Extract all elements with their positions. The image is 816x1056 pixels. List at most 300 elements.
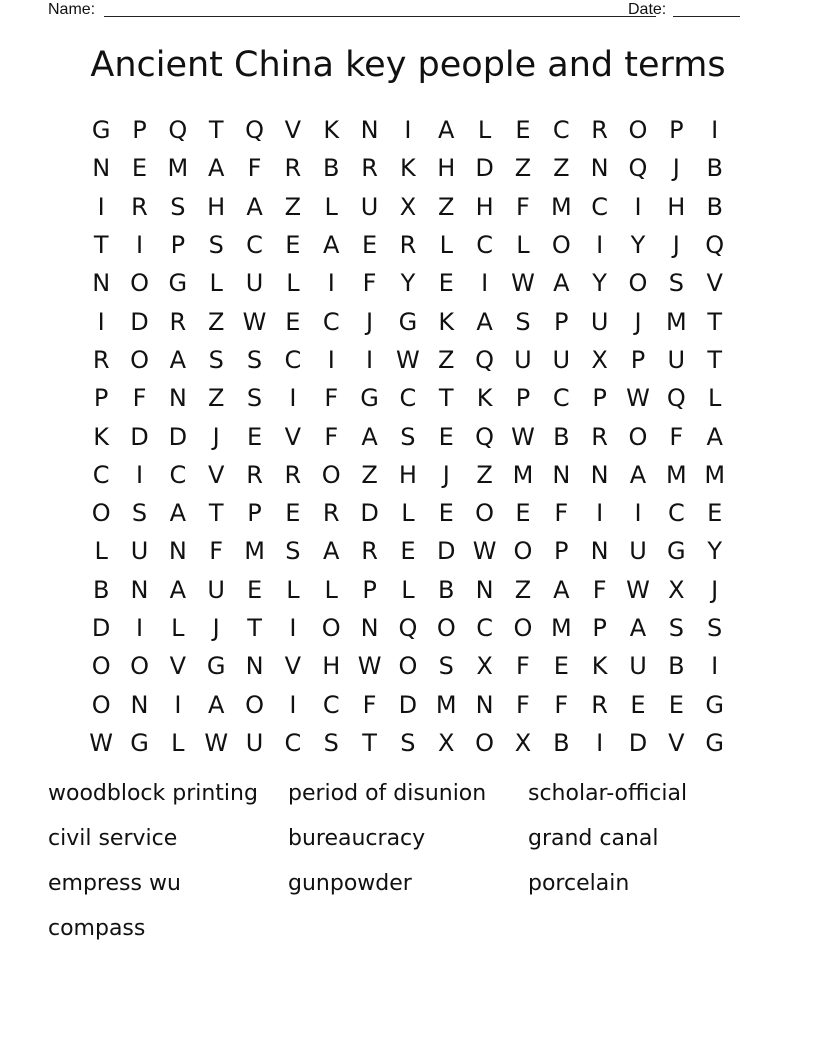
grid-cell: C xyxy=(92,460,110,489)
grid-cell: J xyxy=(366,307,374,336)
grid-cell: F xyxy=(669,422,684,451)
grid-cell: O xyxy=(436,614,456,642)
grid-cell: L xyxy=(209,269,223,298)
grid-cell: V xyxy=(207,460,225,489)
grid-cell: A xyxy=(553,575,570,604)
grid-cell: Q xyxy=(475,422,495,451)
grid-row xyxy=(82,149,734,187)
grid-cell: I xyxy=(135,614,144,642)
grid-cell: X xyxy=(438,728,455,757)
grid-cell: A xyxy=(629,614,647,642)
grid-cell: Z xyxy=(284,192,302,221)
grid-cell: S xyxy=(208,231,224,260)
grid-cell: I xyxy=(596,231,604,260)
grid-cell: E xyxy=(553,652,569,681)
grid-cell: A xyxy=(207,690,225,719)
grid-cell: C xyxy=(667,499,685,528)
date-label: Date: xyxy=(628,1,667,18)
grid-cell: Q xyxy=(475,345,495,374)
grid-cell: C xyxy=(284,728,302,757)
grid-cell: D xyxy=(130,422,149,451)
grid-cell: R xyxy=(92,345,110,374)
grid-row xyxy=(82,302,734,340)
word-list-item: empress wu xyxy=(48,871,181,896)
grid-cell: X xyxy=(399,192,417,221)
grid-row xyxy=(82,685,734,723)
grid-cell: F xyxy=(516,192,530,221)
grid-cell: I xyxy=(404,116,412,145)
grid-cell: I xyxy=(596,499,604,528)
grid-cell: N xyxy=(130,690,149,719)
word-list-item: period of disunion xyxy=(288,781,487,806)
grid-cell: R xyxy=(361,154,378,183)
word-list-item: compass xyxy=(48,916,146,941)
grid-cell: F xyxy=(554,690,569,719)
grid-cell: O xyxy=(513,614,533,642)
grid-cell: K xyxy=(400,154,416,183)
grid-cell: E xyxy=(246,422,263,451)
grid-row xyxy=(82,647,734,685)
grid-cell: A xyxy=(553,269,570,298)
grid-cell: O xyxy=(551,231,571,260)
grid-cell: T xyxy=(362,728,377,757)
grid-cell: J xyxy=(212,422,220,451)
grid-cell: U xyxy=(552,345,571,374)
grid-cell: Y xyxy=(400,269,416,298)
grid-cell: K xyxy=(93,422,110,451)
grid-cell: U xyxy=(360,192,379,221)
grid-cell: O xyxy=(628,422,648,451)
grid-row xyxy=(82,226,734,264)
grid-cell: L xyxy=(286,575,300,604)
grid-cell: J xyxy=(672,154,680,183)
grid-cell: N xyxy=(168,384,187,413)
grid-cell: A xyxy=(169,499,187,528)
grid-cell: I xyxy=(289,614,297,642)
grid-cell: J xyxy=(711,575,719,604)
grid-cell: S xyxy=(170,192,186,221)
grid-cell: R xyxy=(591,422,608,451)
grid-cell: Z xyxy=(438,192,455,221)
grid-cell: W xyxy=(242,307,267,336)
grid-cell: S xyxy=(131,499,148,528)
grid-cell: P xyxy=(669,116,684,145)
grid-cell: V xyxy=(284,652,302,681)
grid-cell: C xyxy=(476,231,493,260)
grid-cell: W xyxy=(472,537,497,566)
grid-cell: D xyxy=(475,154,494,183)
grid-cell: Z xyxy=(438,345,455,374)
grid-cell: E xyxy=(438,422,454,451)
word-list-item: civil service xyxy=(48,826,178,851)
grid-cell: O xyxy=(130,269,149,298)
grid-cell: O xyxy=(475,728,495,757)
grid-cell: L xyxy=(324,575,338,604)
grid-cell: W xyxy=(626,384,650,413)
grid-cell: A xyxy=(706,422,723,451)
grid-cell: Z xyxy=(514,154,532,183)
grid-cell: I xyxy=(289,384,297,413)
grid-cell: E xyxy=(630,690,646,719)
grid-cell: R xyxy=(591,116,608,145)
grid-cell: B xyxy=(438,575,455,604)
grid-cell: C xyxy=(246,231,263,260)
grid-cell: X xyxy=(476,652,493,681)
grid-cell: R xyxy=(361,537,378,566)
grid-cell: D xyxy=(168,422,188,451)
grid-row xyxy=(82,494,734,532)
grid-cell: H xyxy=(437,154,456,183)
word-list xyxy=(48,776,768,956)
grid-cell: W xyxy=(357,652,382,681)
grid-cell: L xyxy=(516,231,530,260)
grid-cell: A xyxy=(169,575,187,604)
grid-cell: S xyxy=(515,307,531,336)
grid-cell: C xyxy=(169,460,187,489)
grid-cell: H xyxy=(475,192,494,221)
grid-cell: P xyxy=(630,345,646,374)
grid-cell: F xyxy=(516,690,530,719)
grid-cell: I xyxy=(327,345,335,374)
grid-cell: S xyxy=(285,537,301,566)
grid-cell: E xyxy=(246,575,263,604)
word-list-item: porcelain xyxy=(528,871,630,896)
grid-cell: O xyxy=(130,345,149,374)
grid-cell: S xyxy=(323,728,339,757)
grid-cell: I xyxy=(135,460,144,489)
grid-cell: N xyxy=(130,575,149,604)
grid-cell: N xyxy=(475,575,494,604)
grid-cell: Z xyxy=(361,460,378,489)
grid-cell: P xyxy=(170,231,186,260)
grid-cell: M xyxy=(435,690,457,719)
grid-cell: R xyxy=(131,192,148,221)
grid-cell: P xyxy=(362,575,377,604)
grid-cell: O xyxy=(321,460,341,489)
grid-cell: N xyxy=(92,154,111,183)
grid-cell: B xyxy=(668,652,685,681)
grid-row xyxy=(82,188,734,226)
grid-cell: N xyxy=(360,614,379,642)
grid-cell: S xyxy=(668,269,684,298)
grid-cell: G xyxy=(398,307,418,336)
grid-cell: A xyxy=(323,537,340,566)
grid-cell: T xyxy=(208,499,224,528)
grid-cell: O xyxy=(513,537,533,566)
grid-cell: D xyxy=(130,307,149,336)
grid-cell: C xyxy=(399,384,417,413)
grid-cell: S xyxy=(246,345,263,374)
grid-cell: W xyxy=(204,728,229,757)
grid-cell: B xyxy=(706,192,723,221)
grid-cell: I xyxy=(481,269,489,298)
grid-cell: T xyxy=(208,116,224,145)
grid-cell: U xyxy=(667,345,686,374)
grid-row xyxy=(82,417,734,455)
grid-cell: A xyxy=(323,231,340,260)
grid-cell: L xyxy=(401,575,415,604)
grid-cell: N xyxy=(552,460,571,489)
grid-cell: F xyxy=(362,690,377,719)
grid-cell: X xyxy=(514,728,532,757)
grid-cell: A xyxy=(207,154,225,183)
grid-cell: E xyxy=(515,499,531,528)
grid-row xyxy=(82,456,734,494)
word-list-item: bureaucracy xyxy=(288,826,426,851)
grid-cell: L xyxy=(439,231,453,260)
grid-cell: I xyxy=(174,690,182,719)
grid-cell: N xyxy=(92,269,111,298)
grid-cell: B xyxy=(92,575,110,604)
grid-cell: U xyxy=(590,307,609,336)
grid-cell: P xyxy=(554,307,569,336)
grid-cell: O xyxy=(91,499,111,528)
grid-cell: J xyxy=(634,307,642,336)
grid-cell: Y xyxy=(630,231,646,260)
grid-cell: I xyxy=(634,499,642,528)
grid-cell: V xyxy=(284,116,302,145)
grid-cell: K xyxy=(323,116,340,145)
grid-cell: U xyxy=(245,728,264,757)
grid-cell: O xyxy=(321,614,341,642)
grid-cell: T xyxy=(93,231,109,260)
grid-cell: M xyxy=(244,537,265,566)
grid-cell: I xyxy=(711,652,719,681)
grid-cell: N xyxy=(168,537,187,566)
grid-cell: M xyxy=(550,192,572,221)
grid-cell: Z xyxy=(514,575,532,604)
grid-cell: O xyxy=(628,269,648,298)
grid-cell: X xyxy=(668,575,685,604)
grid-cell: U xyxy=(207,575,225,604)
grid-cell: V xyxy=(706,269,723,298)
grid-cell: P xyxy=(247,499,262,528)
grid-cell: U xyxy=(629,652,647,681)
grid-cell: Q xyxy=(245,116,264,145)
grid-cell: H xyxy=(667,192,686,221)
grid-cell: X xyxy=(591,345,608,374)
grid-cell: G xyxy=(168,269,188,298)
grid-cell: M xyxy=(704,460,726,489)
grid-cell: Q xyxy=(398,614,418,642)
grid-cell: S xyxy=(438,652,454,681)
grid-cell: O xyxy=(398,652,418,681)
grid-cell: C xyxy=(322,690,340,719)
grid-cell: E xyxy=(668,690,684,719)
grid-cell: I xyxy=(634,192,642,221)
grid-row xyxy=(82,341,734,379)
name-label: Name: xyxy=(48,1,96,18)
grid-cell: A xyxy=(438,116,455,145)
grid-cell: I xyxy=(289,690,297,719)
grid-cell: T xyxy=(247,614,262,642)
grid-cell: F xyxy=(516,652,530,681)
grid-row xyxy=(82,111,734,149)
grid-cell: U xyxy=(514,345,532,374)
grid-cell: C xyxy=(476,614,493,642)
grid-cell: R xyxy=(246,460,263,489)
header xyxy=(48,0,740,22)
grid-cell: I xyxy=(97,192,105,221)
grid-cell: B xyxy=(553,728,570,757)
grid-cell: A xyxy=(169,345,187,374)
grid-cell: W xyxy=(89,728,114,757)
grid-cell: G xyxy=(360,384,379,413)
grid-cell: F xyxy=(324,422,339,451)
grid-row xyxy=(82,379,734,417)
grid-cell: A xyxy=(629,460,647,489)
grid-cell: G xyxy=(667,537,686,566)
grid-cell: W xyxy=(511,269,535,298)
grid-cell: J xyxy=(672,231,680,260)
grid-cell: Q xyxy=(168,116,188,145)
grid-cell: V xyxy=(284,422,302,451)
grid-cell: S xyxy=(400,728,416,757)
word-list-item: woodblock printing xyxy=(48,781,258,806)
grid-cell: H xyxy=(322,652,341,681)
page-title: Ancient China key people and terms xyxy=(90,45,726,85)
grid-cell: M xyxy=(665,460,687,489)
grid-cell: R xyxy=(169,307,187,336)
grid-cell: Z xyxy=(207,307,225,336)
grid-cell: T xyxy=(707,345,722,374)
grid-cell: F xyxy=(132,384,147,413)
grid-cell: L xyxy=(707,384,722,413)
grid-row xyxy=(82,609,734,647)
grid-cell: W xyxy=(396,345,420,374)
grid-cell: F xyxy=(247,154,262,183)
grid-cell: I xyxy=(97,307,105,336)
grid-cell: S xyxy=(668,614,684,642)
grid-cell: R xyxy=(284,460,302,489)
grid-cell: A xyxy=(476,307,493,336)
grid-cell: F xyxy=(592,575,607,604)
grid-cell: N xyxy=(360,116,379,145)
grid-cell: N xyxy=(590,154,609,183)
grid-cell: M xyxy=(665,307,687,336)
grid-row xyxy=(82,571,734,609)
grid-cell: Q xyxy=(666,384,686,413)
grid-cell: M xyxy=(512,460,534,489)
grid-cell: L xyxy=(477,116,492,145)
grid-cell: L xyxy=(324,192,338,221)
grid-cell: I xyxy=(366,345,374,374)
grid-cell: K xyxy=(476,384,493,413)
grid-cell: R xyxy=(591,690,608,719)
grid-cell: O xyxy=(475,499,495,528)
grid-cell: E xyxy=(361,231,378,260)
grid-cell: G xyxy=(130,728,149,757)
grid-cell: K xyxy=(591,652,608,681)
grid-cell: U xyxy=(130,537,149,566)
grid-cell: W xyxy=(511,422,535,451)
word-search-grid xyxy=(82,111,734,761)
grid-cell: G xyxy=(705,690,724,719)
grid-cell: N xyxy=(475,690,494,719)
grid-cell: D xyxy=(91,614,111,642)
grid-cell: F xyxy=(362,269,377,298)
grid-cell: Z xyxy=(553,154,570,183)
grid-cell: E xyxy=(285,499,301,528)
grid-cell: W xyxy=(626,575,650,604)
grid-cell: T xyxy=(438,384,454,413)
grid-cell: N xyxy=(245,652,264,681)
grid-cell: A xyxy=(361,422,378,451)
grid-cell: L xyxy=(94,537,108,566)
grid-cell: I xyxy=(135,231,144,260)
grid-cell: C xyxy=(552,384,570,413)
grid-cell: F xyxy=(209,537,224,566)
grid-cell: D xyxy=(398,690,418,719)
grid-cell: V xyxy=(668,728,685,757)
grid-cell: L xyxy=(286,269,300,298)
grid-cell: H xyxy=(207,192,226,221)
grid-cell: D xyxy=(360,499,379,528)
grid-cell: C xyxy=(284,345,302,374)
grid-cell: E xyxy=(400,537,416,566)
grid-cell: M xyxy=(550,614,572,642)
grid-cell: L xyxy=(401,499,415,528)
grid-cell: B xyxy=(706,154,723,183)
grid-cell: J xyxy=(212,614,220,642)
grid-cell: Y xyxy=(592,269,607,298)
grid-cell: E xyxy=(707,499,723,528)
date-line xyxy=(673,16,740,17)
grid-cell: P xyxy=(592,384,607,413)
name-line xyxy=(104,16,656,17)
grid-cell: E xyxy=(515,116,531,145)
grid-cell: C xyxy=(322,307,340,336)
grid-cell: E xyxy=(285,307,301,336)
grid-cell: O xyxy=(628,116,648,145)
grid-cell: G xyxy=(206,652,226,681)
grid-cell: I xyxy=(711,116,719,145)
grid-cell: Y xyxy=(707,537,722,566)
grid-cell: H xyxy=(398,460,417,489)
grid-cell: G xyxy=(91,116,111,145)
grid-cell: U xyxy=(629,537,647,566)
grid-cell: C xyxy=(552,116,570,145)
grid-cell: Z xyxy=(207,384,225,413)
grid-cell: M xyxy=(167,154,189,183)
grid-row xyxy=(82,264,734,302)
grid-cell: K xyxy=(438,307,455,336)
grid-cell: S xyxy=(246,384,263,413)
grid-cell: Q xyxy=(705,231,725,260)
grid-cell: O xyxy=(245,690,264,719)
grid-cell: R xyxy=(399,231,417,260)
grid-cell: L xyxy=(171,728,185,757)
grid-cell: O xyxy=(130,652,149,681)
grid-cell: P xyxy=(93,384,109,413)
grid-cell: C xyxy=(591,192,609,221)
grid-cell: E xyxy=(131,154,148,183)
word-list-item: gunpowder xyxy=(288,871,412,896)
word-list-item: grand canal xyxy=(528,826,659,851)
grid-cell: B xyxy=(553,422,570,451)
grid-cell: P xyxy=(132,116,147,145)
grid-cell: B xyxy=(323,154,340,183)
grid-cell: U xyxy=(245,269,264,298)
grid-cell: P xyxy=(592,614,607,642)
grid-cell: D xyxy=(437,537,456,566)
grid-cell: Q xyxy=(628,154,648,183)
grid-cell: V xyxy=(169,652,187,681)
grid-cell: N xyxy=(590,537,609,566)
grid-cell: P xyxy=(554,537,569,566)
grid-cell: O xyxy=(91,690,111,719)
grid-cell: Z xyxy=(476,460,493,489)
